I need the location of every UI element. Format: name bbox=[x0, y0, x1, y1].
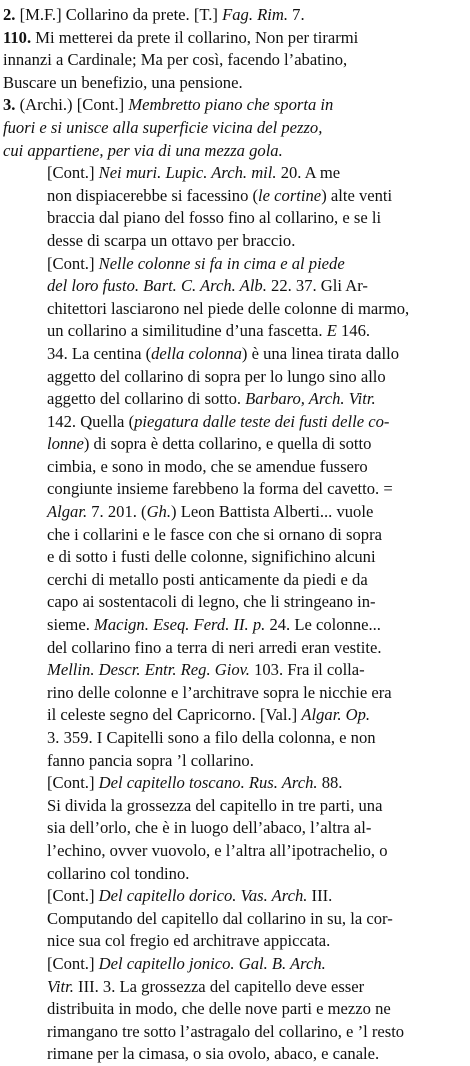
body-text: ) alte venti bbox=[321, 185, 393, 205]
body-text: [Cont.] bbox=[47, 953, 99, 973]
body-text: non dispiacerebbe si facessino ( bbox=[47, 185, 259, 205]
citation-text: Macign. Eseq. Ferd. II. p. bbox=[94, 615, 266, 635]
body-text: rimane per la cimasa, o sia ovolo, abaco, e canale. bbox=[47, 1044, 380, 1064]
body-text: rino delle colonne e l’architrave sopra le nicchie era bbox=[47, 682, 392, 702]
body-text: desse di scarpa un ottavo per braccio. bbox=[47, 230, 296, 250]
body-text: aggetto del collarino di sotto. bbox=[47, 389, 246, 409]
sense-number: 3. bbox=[3, 95, 20, 115]
citation-text: della colonna bbox=[151, 343, 242, 363]
text-line bbox=[3, 885, 465, 908]
body-text: 88. bbox=[317, 773, 343, 793]
dictionary-page bbox=[3, 4, 465, 1066]
text-line bbox=[3, 546, 465, 569]
body-text: [Cont.] bbox=[47, 886, 99, 906]
text-line bbox=[3, 772, 465, 795]
text-line bbox=[3, 1043, 465, 1066]
body-text: ) è una linea tirata dallo bbox=[241, 343, 400, 363]
text-line bbox=[3, 320, 465, 343]
text-line bbox=[3, 637, 465, 660]
text-line bbox=[3, 478, 465, 501]
body-text: III. bbox=[307, 886, 333, 906]
body-text: 34. La centina ( bbox=[47, 343, 152, 363]
body-text: cerchi di metallo posti anticamente da piedi e da bbox=[47, 569, 368, 589]
body-text: 7. 201. ( bbox=[87, 502, 147, 522]
body-text: [Cont.] bbox=[47, 163, 99, 183]
text-line bbox=[3, 727, 465, 750]
body-text: [Cont.] bbox=[47, 773, 99, 793]
body-text: aggetto del collarino di sopra per lo lungo sino allo bbox=[47, 366, 386, 386]
citation-text: Nei muri. Lupic. Arch. mil. bbox=[98, 163, 277, 183]
text-line bbox=[3, 411, 465, 434]
body-text: fanno pancia sopra ’l collarino. bbox=[47, 750, 254, 770]
body-text: l’echino, ovver vuovolo, e l’altra all’ipotrachelio, o bbox=[47, 840, 388, 860]
text-line bbox=[3, 433, 465, 456]
citation-text: Barbaro, Arch. Vitr. bbox=[245, 389, 376, 409]
body-text: il celeste segno del Capricorno. [Val.] bbox=[47, 705, 302, 725]
body-text: [M.F.] Collarino da prete. [T.] bbox=[19, 5, 223, 24]
entry-paragraph bbox=[3, 953, 465, 1066]
text-line bbox=[3, 94, 465, 117]
body-text: congiunte insieme farebbeno la forma del cavetto. = bbox=[47, 479, 393, 499]
text-line bbox=[3, 140, 465, 163]
text-line bbox=[3, 49, 465, 72]
text-line bbox=[3, 817, 465, 840]
text-line bbox=[3, 162, 465, 185]
citation-text: Del capitello jonico. Gal. B. Arch. bbox=[98, 953, 326, 973]
body-text: cimbia, e sono in modo, che se amendue fussero bbox=[47, 456, 368, 476]
entry-paragraph bbox=[3, 253, 465, 773]
sense-number: 110. bbox=[3, 27, 32, 47]
citation-text: piegatura dalle teste dei fusti delle co- bbox=[134, 411, 390, 431]
text-line bbox=[3, 207, 465, 230]
citation-text: cui appartiene, per via di una mezza gola. bbox=[3, 140, 283, 160]
citation-text: le cortine bbox=[258, 185, 322, 205]
body-text: [Cont.] bbox=[47, 253, 99, 273]
citation-text: lonne bbox=[47, 434, 84, 454]
body-text: ) Leon Battista Alberti... vuole bbox=[171, 502, 374, 522]
sense-number: 2. bbox=[3, 5, 20, 24]
body-text: 7. bbox=[288, 5, 305, 24]
entry-paragraph bbox=[3, 94, 465, 162]
text-line bbox=[3, 795, 465, 818]
citation-text: Algar. Op. bbox=[301, 705, 371, 725]
citation-text: Mellin. Descr. Entr. Reg. Giov. bbox=[47, 660, 250, 680]
citation-text: Fag. Rim. bbox=[222, 5, 289, 24]
text-line bbox=[3, 4, 465, 27]
citation-text: Gh. bbox=[146, 502, 172, 522]
citation-text: Del capitello toscano. Rus. Arch. bbox=[98, 773, 318, 793]
body-text: III. 3. La grossezza del capitello deve esser bbox=[73, 976, 365, 996]
body-text: Computando del capitello dal collarino in su, la cor- bbox=[47, 908, 393, 928]
text-line bbox=[3, 456, 465, 479]
body-text: collarino col tondino. bbox=[47, 863, 190, 883]
text-line bbox=[3, 1021, 465, 1044]
text-line bbox=[3, 750, 465, 773]
text-line bbox=[3, 976, 465, 999]
citation-text: E bbox=[326, 321, 337, 341]
body-text: 142. Quella ( bbox=[47, 411, 135, 431]
citation-text: fuori e si unisce alla superficie vicina del pezzo, bbox=[3, 117, 323, 137]
body-text: capo ai sostentacoli di legno, che li stringeano in- bbox=[47, 592, 376, 612]
body-text: 24. Le colonne... bbox=[265, 615, 381, 635]
citation-text: Algar. bbox=[47, 502, 88, 522]
text-line bbox=[3, 569, 465, 592]
body-text: sieme. bbox=[47, 615, 95, 635]
body-text: braccia dal piano del fosso fino al collarino, e se li bbox=[47, 208, 382, 228]
text-line bbox=[3, 27, 465, 50]
body-text: 20. A me bbox=[276, 163, 341, 183]
entry-paragraph bbox=[3, 162, 465, 252]
citation-text: Vitr. bbox=[47, 976, 74, 996]
text-line bbox=[3, 388, 465, 411]
body-text: 103. Fra il colla- bbox=[249, 660, 365, 680]
body-text: 3. 359. I Capitelli sono a filo della colonna, e non bbox=[47, 728, 376, 747]
citation-text: Membretto piano che sporta in bbox=[128, 95, 334, 115]
citation-text: del loro fusto. Bart. C. Arch. Alb. bbox=[47, 276, 267, 296]
text-line bbox=[3, 524, 465, 547]
entry-paragraph bbox=[3, 4, 465, 94]
body-text: 22. 37. Gli Ar- bbox=[266, 276, 368, 296]
text-line bbox=[3, 953, 465, 976]
body-text: ) di sopra è detta collarino, e quella di sotto bbox=[83, 434, 372, 454]
text-line bbox=[3, 230, 465, 253]
text-line bbox=[3, 998, 465, 1021]
text-line bbox=[3, 863, 465, 886]
body-text: innanzi a Cardinale; Ma per così, facendo l’abatino, bbox=[3, 50, 348, 70]
body-text: Buscare un benefizio, una pensione. bbox=[3, 72, 243, 92]
text-line bbox=[3, 840, 465, 863]
text-line bbox=[3, 908, 465, 931]
body-text: del collarino fino a terra di neri arredi eran vestite. bbox=[47, 637, 382, 657]
text-line bbox=[3, 298, 465, 321]
text-line bbox=[3, 704, 465, 727]
text-line bbox=[3, 185, 465, 208]
text-line bbox=[3, 659, 465, 682]
body-text: (Archi.) [Cont.] bbox=[19, 95, 129, 115]
text-line bbox=[3, 682, 465, 705]
text-line bbox=[3, 117, 465, 140]
text-line bbox=[3, 253, 465, 276]
entry-paragraph bbox=[3, 885, 465, 953]
body-text: chitettori lasciarono nel piede delle colonne di marmo, bbox=[47, 298, 410, 318]
citation-text: Nelle colonne si fa in cima e al piede bbox=[98, 253, 345, 273]
body-text: e di sotto i fusti delle colonne, significhino alcuni bbox=[47, 547, 376, 567]
text-line bbox=[3, 930, 465, 953]
body-text: Si divida la grossezza del capitello in tre parti, una bbox=[47, 795, 383, 815]
body-text: distribuita in modo, che delle nove parti e mezzo ne bbox=[47, 999, 391, 1019]
body-text: Mi metterei da prete il collarino, Non per tirarmi bbox=[31, 27, 359, 47]
body-text: rimangano tre sotto l’astragalo del collarino, e ’l resto bbox=[47, 1021, 405, 1041]
text-line bbox=[3, 501, 465, 524]
entry-paragraph bbox=[3, 772, 465, 885]
text-line bbox=[3, 366, 465, 389]
body-text: un collarino a similitudine d’una fascetta. bbox=[47, 321, 327, 341]
body-text: 146. bbox=[336, 321, 371, 341]
text-line bbox=[3, 591, 465, 614]
text-line bbox=[3, 275, 465, 298]
body-text: nice sua col fregio ed architrave appiccata. bbox=[47, 931, 331, 951]
text-line bbox=[3, 343, 465, 366]
body-text: sia dell’orlo, che è in luogo dell’abaco, l’altra al- bbox=[47, 818, 372, 838]
citation-text: Del capitello dorico. Vas. Arch. bbox=[98, 886, 308, 906]
text-line bbox=[3, 72, 465, 95]
body-text: che i collarini e le fasce con che si ornano di sopra bbox=[47, 524, 382, 544]
text-line bbox=[3, 614, 465, 637]
